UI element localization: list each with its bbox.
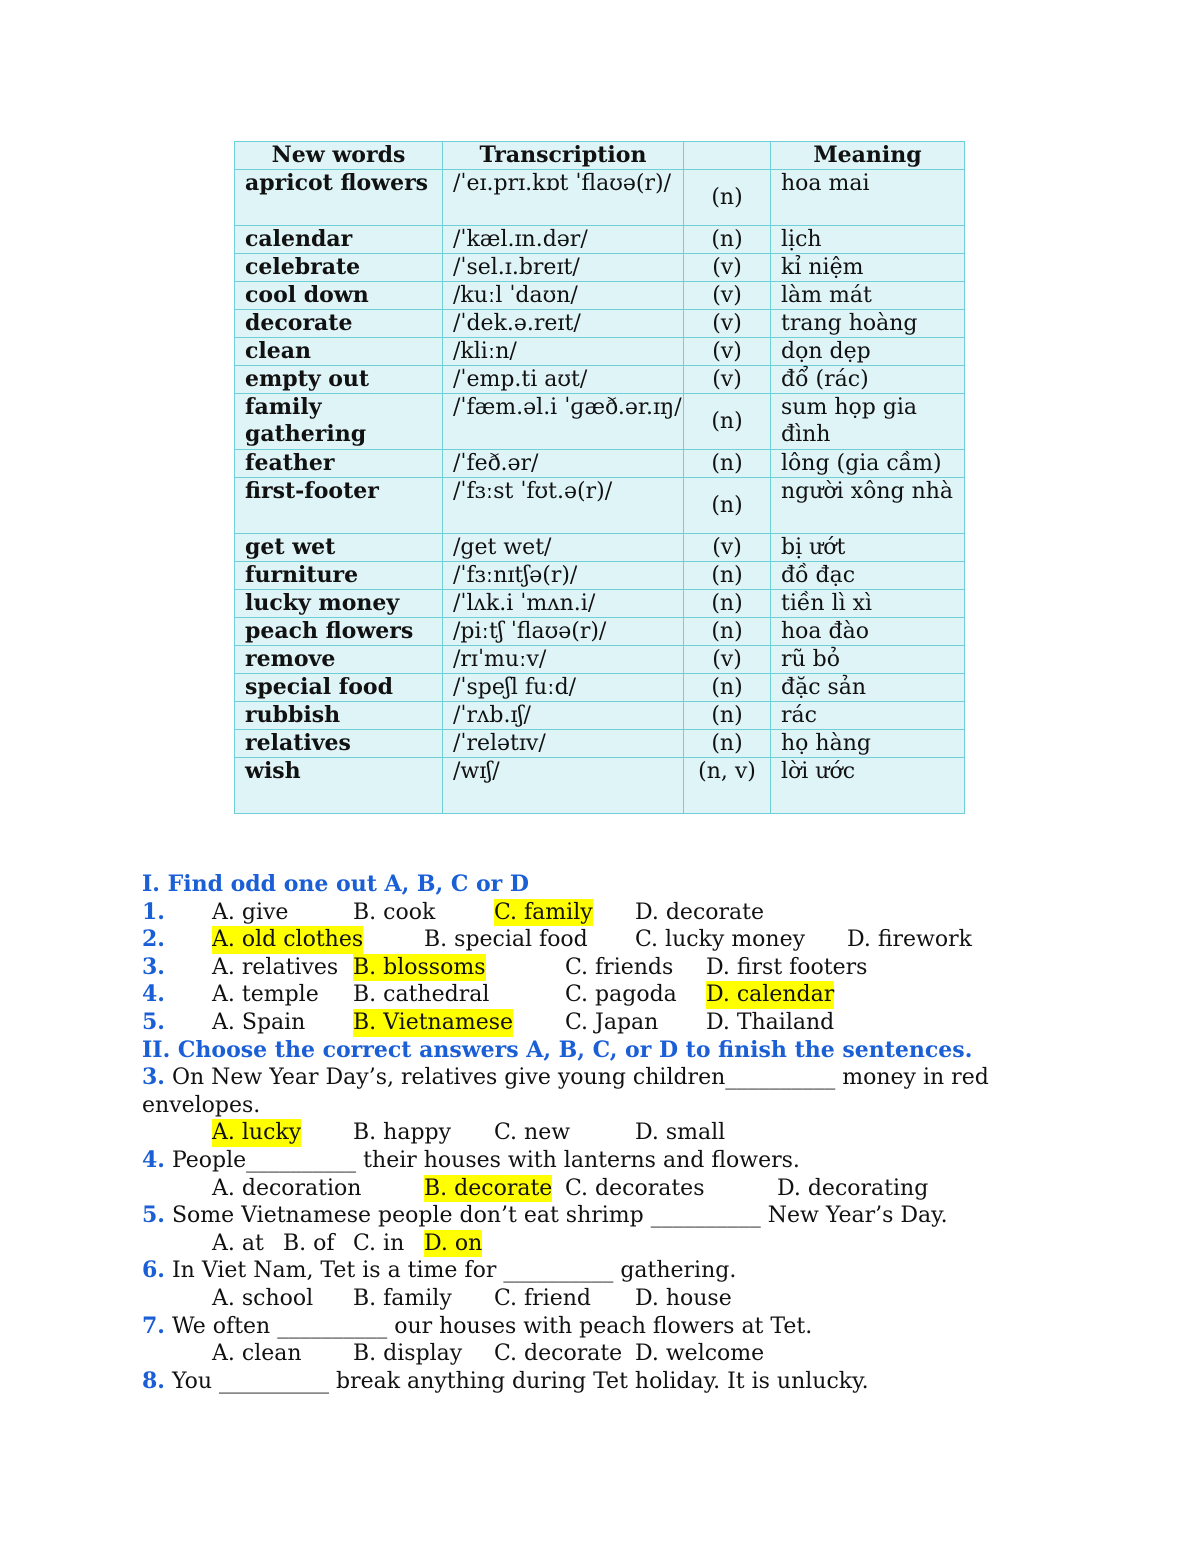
word-cell: first-footer bbox=[235, 478, 443, 534]
meaning-cell: đồ đạc bbox=[771, 562, 965, 590]
option-c: C. lucky money bbox=[635, 927, 806, 953]
table-row bbox=[235, 758, 965, 814]
question-text: Some Vietnamese people don’t eat shrimp __________ New Year’s Day. bbox=[171, 1203, 948, 1229]
meaning-cell: làm mát bbox=[771, 282, 965, 310]
transcription-cell: /ˈfɜːst ˈfʊt.ə(r)/ bbox=[443, 478, 684, 534]
meaning-cell: rác bbox=[771, 702, 965, 730]
transcription-cell: /kuːl ˈdaʊn/ bbox=[443, 282, 684, 310]
question-text: We often __________ our houses with peach flowers at Tet. bbox=[171, 1313, 813, 1339]
option-a-highlighted: A. lucky bbox=[212, 1120, 302, 1146]
question-text: In Viet Nam, Tet is a time for __________ gathering. bbox=[171, 1258, 737, 1284]
pos-cell: (n) bbox=[684, 618, 771, 646]
meaning-cell: lời ước bbox=[771, 758, 965, 814]
pos-cell: (v) bbox=[684, 338, 771, 366]
pos-cell: (n) bbox=[684, 170, 771, 226]
option-a: A. temple bbox=[212, 982, 319, 1008]
odd-one-out-question-5 bbox=[142, 1009, 1072, 1037]
question-6-options bbox=[142, 1285, 1072, 1313]
section-2-heading: II. Choose the correct answers A, B, C, or D to finish the sentences. bbox=[142, 1036, 973, 1063]
option-c: C. friends bbox=[565, 954, 674, 980]
table-row bbox=[235, 534, 965, 562]
odd-one-out-question-4 bbox=[142, 981, 1072, 1009]
question-7-stem bbox=[142, 1313, 1072, 1341]
odd-one-out-question-3 bbox=[142, 954, 1072, 982]
option-b: B. of bbox=[283, 1230, 335, 1256]
question-number: 4. bbox=[142, 981, 165, 1008]
question-number: 4. bbox=[142, 1146, 165, 1173]
word-cell: get wet bbox=[235, 534, 443, 562]
table-header-row bbox=[235, 142, 965, 170]
transcription-cell: /ˈlʌk.i ˈmʌn.i/ bbox=[443, 590, 684, 618]
meaning-cell: tiền lì xì bbox=[771, 590, 965, 618]
table-row bbox=[235, 730, 965, 758]
question-number: 1. bbox=[142, 898, 165, 925]
transcription-cell: /ˈrʌb.ɪʃ/ bbox=[443, 702, 684, 730]
header-transcription: Transcription bbox=[443, 142, 684, 170]
option-b: B. happy bbox=[353, 1120, 452, 1146]
table-row bbox=[235, 646, 965, 674]
question-number: 6. bbox=[142, 1257, 165, 1284]
pos-cell: (v) bbox=[684, 366, 771, 394]
word-cell: peach flowers bbox=[235, 618, 443, 646]
question-number: 2. bbox=[142, 926, 165, 953]
option-d: D. house bbox=[635, 1285, 732, 1311]
option-c: C. Japan bbox=[565, 1009, 659, 1035]
option-a: A. clean bbox=[212, 1341, 302, 1367]
option-c: C. decorate bbox=[494, 1341, 623, 1367]
transcription-cell: /ˈfæm.əl.i ˈɡæð.ər.ɪŋ/ bbox=[443, 394, 684, 450]
word-cell: lucky money bbox=[235, 590, 443, 618]
transcription-cell: /kliːn/ bbox=[443, 338, 684, 366]
option-b: B. cook bbox=[353, 899, 436, 925]
transcription-cell: /ˈspeʃl fuːd/ bbox=[443, 674, 684, 702]
table-row bbox=[235, 170, 965, 226]
option-b: B. display bbox=[353, 1341, 463, 1367]
pos-cell: (v) bbox=[684, 310, 771, 338]
table-row bbox=[235, 394, 965, 450]
question-number: 7. bbox=[142, 1312, 165, 1339]
meaning-cell: họ hàng bbox=[771, 730, 965, 758]
word-cell: furniture bbox=[235, 562, 443, 590]
transcription-cell: /ˈdek.ə.reɪt/ bbox=[443, 310, 684, 338]
transcription-cell: /ˈfeð.ər/ bbox=[443, 450, 684, 478]
option-d: D. decorate bbox=[635, 899, 765, 925]
question-5-options bbox=[142, 1230, 1072, 1258]
pos-cell: (v) bbox=[684, 534, 771, 562]
option-a: A. relatives bbox=[212, 954, 339, 980]
option-d: D. first footers bbox=[706, 954, 868, 980]
table-row bbox=[235, 674, 965, 702]
pos-cell: (n) bbox=[684, 674, 771, 702]
word-cell: clean bbox=[235, 338, 443, 366]
transcription-cell: /piːtʃ ˈflaʊə(r)/ bbox=[443, 618, 684, 646]
table-row bbox=[235, 618, 965, 646]
meaning-cell: hoa đào bbox=[771, 618, 965, 646]
pos-cell: (v) bbox=[684, 282, 771, 310]
option-a: A. decoration bbox=[212, 1175, 362, 1201]
meaning-cell: lông (gia cầm) bbox=[771, 450, 965, 478]
option-a: A. school bbox=[212, 1285, 314, 1311]
meaning-cell: trang hoàng bbox=[771, 310, 965, 338]
table-row bbox=[235, 478, 965, 534]
option-c-highlighted: C. family bbox=[494, 899, 593, 925]
table-row bbox=[235, 450, 965, 478]
option-d: D. decorating bbox=[777, 1175, 929, 1201]
odd-one-out-question-2 bbox=[142, 926, 1072, 954]
table-row bbox=[235, 254, 965, 282]
word-cell: cool down bbox=[235, 282, 443, 310]
word-cell: remove bbox=[235, 646, 443, 674]
exercises bbox=[142, 871, 1072, 1395]
vocabulary-table bbox=[234, 141, 965, 814]
table-row bbox=[235, 338, 965, 366]
option-b-highlighted: B. Vietnamese bbox=[353, 1009, 514, 1035]
transcription-cell: /get wet/ bbox=[443, 534, 684, 562]
transcription-cell: /ˈfɜːnɪtʃə(r)/ bbox=[443, 562, 684, 590]
meaning-cell: hoa mai bbox=[771, 170, 965, 226]
question-number: 3. bbox=[142, 1064, 165, 1091]
question-4-stem bbox=[142, 1147, 1072, 1175]
transcription-cell: /ˈsel.ɪ.breɪt/ bbox=[443, 254, 684, 282]
option-b: B. cathedral bbox=[353, 982, 490, 1008]
transcription-cell: /ˈrelətɪv/ bbox=[443, 730, 684, 758]
word-cell: relatives bbox=[235, 730, 443, 758]
word-cell: apricot flowers bbox=[235, 170, 443, 226]
option-d: D. firework bbox=[847, 927, 972, 953]
odd-one-out-question-1 bbox=[142, 899, 1072, 927]
option-d: D. small bbox=[635, 1120, 726, 1146]
question-6-stem bbox=[142, 1257, 1072, 1285]
word-cell: celebrate bbox=[235, 254, 443, 282]
question-3-stem bbox=[142, 1064, 1072, 1119]
pos-cell: (n) bbox=[684, 590, 771, 618]
header-meaning: Meaning bbox=[771, 142, 965, 170]
option-c: C. decorates bbox=[565, 1175, 705, 1201]
transcription-cell: /rɪˈmuːv/ bbox=[443, 646, 684, 674]
question-8-stem bbox=[142, 1368, 1072, 1396]
option-c: C. in bbox=[353, 1230, 405, 1256]
meaning-cell: bị ướt bbox=[771, 534, 965, 562]
transcription-cell: /ˈemp.ti aʊt/ bbox=[443, 366, 684, 394]
transcription-cell: /ˈkæl.ɪn.dər/ bbox=[443, 226, 684, 254]
question-number: 8. bbox=[142, 1367, 165, 1394]
option-a-highlighted: A. old clothes bbox=[212, 927, 364, 953]
meaning-cell: đặc sản bbox=[771, 674, 965, 702]
option-c: C. new bbox=[494, 1120, 571, 1146]
table-row bbox=[235, 562, 965, 590]
header-new-words: New words bbox=[235, 142, 443, 170]
question-4-options bbox=[142, 1175, 1072, 1203]
pos-cell: (v) bbox=[684, 254, 771, 282]
pos-cell: (n) bbox=[684, 562, 771, 590]
pos-cell: (n) bbox=[684, 730, 771, 758]
table-row bbox=[235, 310, 965, 338]
option-a: A. Spain bbox=[212, 1009, 306, 1035]
word-cell: calendar bbox=[235, 226, 443, 254]
word-cell: special food bbox=[235, 674, 443, 702]
option-b-highlighted: B. blossoms bbox=[353, 954, 486, 980]
question-3-options bbox=[142, 1119, 1072, 1147]
word-cell: empty out bbox=[235, 366, 443, 394]
pos-cell: (n, v) bbox=[684, 758, 771, 814]
question-text: On New Year Day’s, relatives give young children__________ money in red envelopes. bbox=[142, 1065, 989, 1118]
meaning-cell: lịch bbox=[771, 226, 965, 254]
pos-cell: (n) bbox=[684, 702, 771, 730]
option-c: C. friend bbox=[494, 1285, 592, 1311]
meaning-cell: đổ (rác) bbox=[771, 366, 965, 394]
meaning-cell: rũ bỏ bbox=[771, 646, 965, 674]
option-b-highlighted: B. decorate bbox=[424, 1175, 553, 1201]
word-cell: rubbish bbox=[235, 702, 443, 730]
word-cell: family gathering bbox=[235, 394, 443, 450]
pos-cell: (v) bbox=[684, 646, 771, 674]
question-text: You __________ break anything during Tet holiday. It is unlucky. bbox=[171, 1368, 869, 1394]
transcription-cell: /wɪʃ/ bbox=[443, 758, 684, 814]
option-a: A. at bbox=[212, 1230, 264, 1256]
question-number: 5. bbox=[142, 1008, 165, 1035]
option-b: B. special food bbox=[424, 927, 588, 953]
word-cell: wish bbox=[235, 758, 443, 814]
table-row bbox=[235, 702, 965, 730]
word-cell: decorate bbox=[235, 310, 443, 338]
word-cell: feather bbox=[235, 450, 443, 478]
option-b: B. family bbox=[353, 1285, 452, 1311]
pos-cell: (n) bbox=[684, 394, 771, 450]
option-a: A. give bbox=[212, 899, 289, 925]
meaning-cell: kỉ niệm bbox=[771, 254, 965, 282]
section-1-heading: I. Find odd one out A, B, C or D bbox=[142, 871, 530, 897]
header-part-of-speech bbox=[684, 142, 771, 170]
pos-cell: (n) bbox=[684, 478, 771, 534]
table-row bbox=[235, 366, 965, 394]
meaning-cell: dọn dẹp bbox=[771, 338, 965, 366]
question-7-options bbox=[142, 1340, 1072, 1368]
question-text: People__________ their houses with lanterns and flowers. bbox=[171, 1147, 800, 1173]
transcription-cell: /ˈeɪ.prɪ.kɒt ˈflaʊə(r)/ bbox=[443, 170, 684, 226]
option-c: C. pagoda bbox=[565, 982, 677, 1008]
option-d-highlighted: D. calendar bbox=[706, 982, 835, 1008]
pos-cell: (n) bbox=[684, 226, 771, 254]
option-d: D. Thailand bbox=[706, 1009, 835, 1035]
table-row bbox=[235, 226, 965, 254]
table-row bbox=[235, 590, 965, 618]
option-d: D. welcome bbox=[635, 1341, 765, 1367]
pos-cell: (n) bbox=[684, 450, 771, 478]
question-number: 5. bbox=[142, 1202, 165, 1229]
meaning-cell: sum họp gia đình bbox=[771, 394, 965, 450]
question-number: 3. bbox=[142, 953, 165, 980]
meaning-cell: người xông nhà bbox=[771, 478, 965, 534]
question-5-stem bbox=[142, 1202, 1072, 1230]
table-row bbox=[235, 282, 965, 310]
option-d-highlighted: D. on bbox=[424, 1230, 483, 1256]
